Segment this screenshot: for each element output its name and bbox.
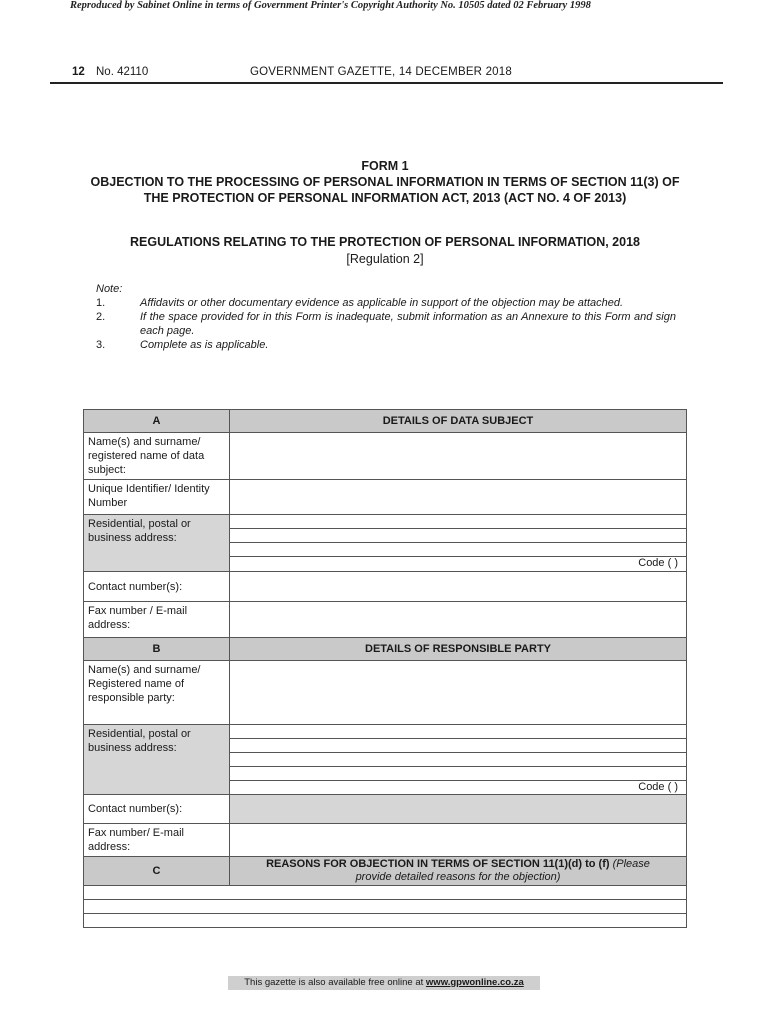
notes-label: Note: [96,283,123,295]
section-a-letter: A [84,410,230,433]
data-subject-name-label: Name(s) and surname/ registered name of data subject: [84,433,230,480]
responsible-party-fax-label: Fax number/ E-mail address: [84,824,230,857]
gazette-number: No. 42110 [96,66,149,78]
reason-line[interactable] [84,914,687,928]
responsible-party-contact-field[interactable] [230,795,687,824]
section-a-heading: DETAILS OF DATA SUBJECT [230,410,687,433]
data-subject-id-label: Unique Identifier/ Identity Number [84,480,230,515]
data-subject-name-field[interactable] [230,433,687,480]
section-c-letter: C [84,857,230,886]
form-title [90,158,680,206]
regulations-heading [90,234,680,268]
responsible-party-name-field[interactable] [230,661,687,725]
notes-block [96,282,676,352]
responsible-party-contact-label: Contact number(s): [84,795,230,824]
responsible-party-code: Code ( ) [638,781,678,793]
note-item: 3. Complete as is applicable. [96,339,269,351]
regulations-title: REGULATIONS RELATING TO THE PROTECTION OF PERSONAL INFORMATION, 2018 [130,235,640,249]
responsible-party-name-label: Name(s) and surname/ Registered name of responsible party: [84,661,230,725]
page-number: 12 [72,66,85,78]
responsible-party-address-label: Residential, postal or business address: [84,725,230,795]
data-subject-code: Code ( ) [638,557,678,569]
regulation-reference: [Regulation 2] [346,252,424,266]
form-number: FORM 1 [361,159,409,173]
gazette-title: GOVERNMENT GAZETTE, 14 DECEMBER 2018 [250,66,512,78]
footer-notice [228,976,540,990]
data-subject-fax-field[interactable] [230,602,687,638]
footer-link[interactable]: www.gpwonline.co.za [425,977,524,988]
gazette-header [50,66,723,84]
copyright-notice: Reproduced by Sabinet Online in terms of Government Printer's Copyright Authority No. 10505 dated 02 February 1998 [70,0,591,11]
data-subject-contact-field[interactable] [230,572,687,602]
reason-line[interactable] [84,886,687,900]
data-subject-address-field[interactable] [230,515,687,572]
section-c-instruction: provide detailed reasons for the objection) [355,871,561,883]
responsible-party-address-field[interactable] [230,725,687,795]
section-b-letter: B [84,638,230,661]
data-subject-fax-label: Fax number / E-mail address: [84,602,230,638]
section-c-heading: REASONS FOR OBJECTION IN TERMS OF SECTION 11(1)(d) to (f) (Please provide detailed reasons for the objection) [230,857,687,886]
reason-line[interactable] [84,900,687,914]
data-subject-contact-label: Contact number(s): [84,572,230,602]
objection-form-table [83,409,687,928]
note-item: 1. Affidavits or other documentary evidence as applicable in support of the objection may be attached. [96,297,624,309]
section-b-heading: DETAILS OF RESPONSIBLE PARTY [230,638,687,661]
data-subject-address-label: Residential, postal or business address: [84,515,230,572]
data-subject-id-field[interactable] [230,480,687,515]
footer-text: This gazette is also available free online at [244,977,426,988]
responsible-party-fax-field[interactable] [230,824,687,857]
form-subject: OBJECTION TO THE PROCESSING OF PERSONAL INFORMATION IN TERMS OF SECTION 11(3) OF THE PROTECTION OF PERSONAL INFORMATION ACT, 2013 (ACT NO. 4 OF 2013) [90,175,680,205]
note-item: 2. If the space provided for in this Form is inadequate, submit information as an Annexure to this Form and sign each page. [96,311,676,337]
